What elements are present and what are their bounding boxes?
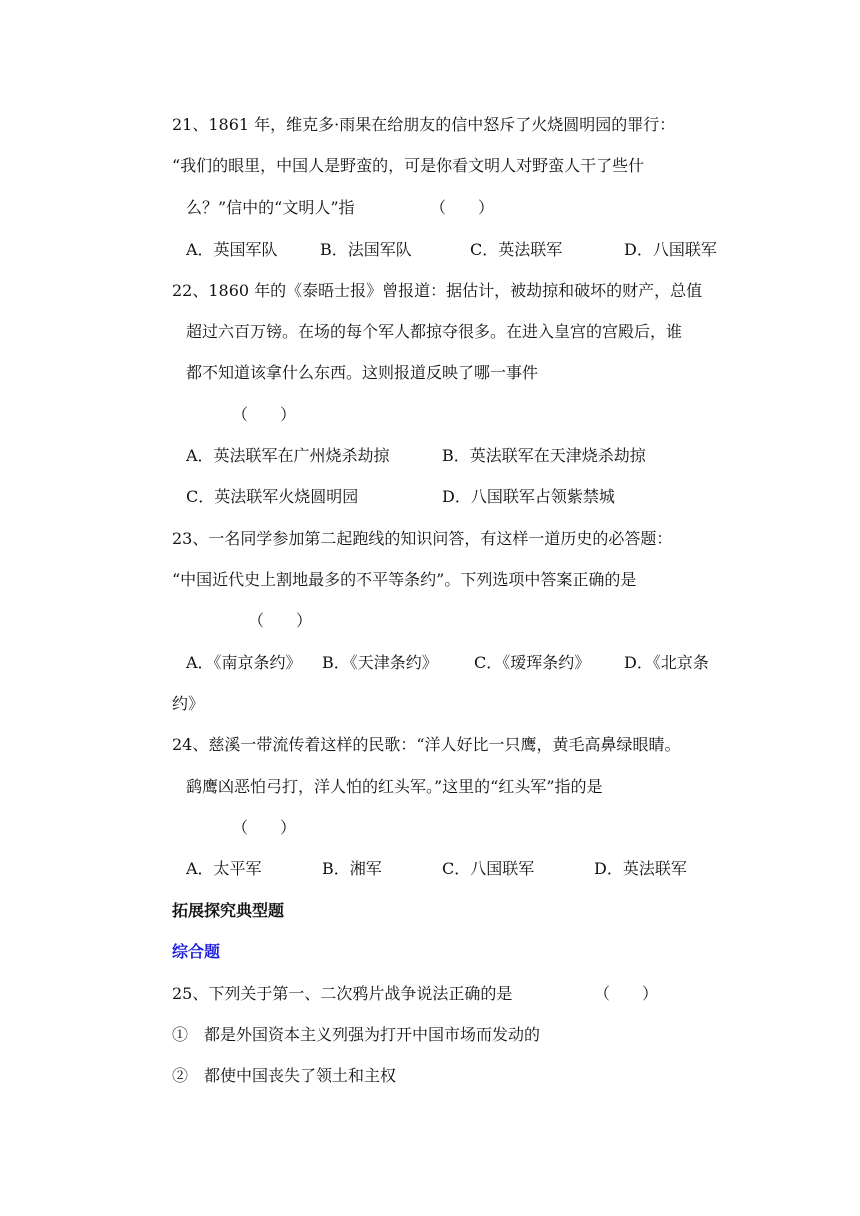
q24-line-1: 24、慈溪一带流传着这样的民歌：“洋人好比一只鹰，黄毛高鼻绿眼睛。 [172, 735, 681, 754]
q22-option-b: B．英法联军在天津烧杀劫掠 [442, 446, 646, 465]
q23-option-c: C．《瑷珲条约》 [474, 653, 591, 672]
q23-option-d: D．《北京条 [624, 653, 709, 672]
q23-answer-paren: （ ） [248, 611, 313, 630]
q24-option-c: C．八国联军 [442, 859, 535, 878]
q22-option-a: A．英法联军在广州烧杀劫掠 [186, 446, 390, 465]
q21-option-d: D．八国联军 [624, 240, 717, 259]
q21-line-1: 21、1861 年，维克多·雨果在给朋友的信中怒斥了火烧圆明园的罪行： [172, 115, 676, 134]
q22-line-3: 都不知道该拿什么东西。这则报道反映了哪一事件 [186, 363, 539, 382]
q22-option-d: D．八国联军占领紫禁城 [442, 487, 615, 506]
q22-answer-paren: （ ） [232, 405, 297, 424]
q23-line-2: “中国近代史上割地最多的不平等条约”。下列选项中答案正确的是 [172, 570, 637, 589]
q24-line-2: 鹞鹰凶恶怕弓打，洋人怕的红头军。”这里的“红头军”指的是 [186, 777, 603, 796]
section-title: 拓展探究典型题 [172, 901, 285, 920]
q23-option-b: B．《天津条约》 [322, 653, 438, 672]
q25-line-1: 25、下列关于第一、二次鸦片战争说法正确的是 [172, 984, 513, 1003]
q21-answer-paren: （ ） [430, 198, 495, 217]
q24-answer-paren: （ ） [232, 818, 297, 837]
q22-line-2: 超过六百万镑。在场的每个军人都掠夺很多。在进入皇宫的宫殿后，谁 [186, 322, 683, 341]
q23-option-d-wrap: 约》 [172, 694, 205, 713]
q21-option-a: A．英国军队 [186, 240, 278, 259]
q24-option-d: D．英法联军 [594, 859, 687, 878]
sub-title: 综合题 [172, 942, 221, 961]
q24-option-a: A．太平军 [186, 859, 262, 878]
q22-line-1: 22、1860 年的《泰晤士报》曾报道：据估计，被劫掠和破坏的财产，总值 [172, 281, 703, 300]
q21-option-c: C．英法联军 [470, 240, 563, 259]
q21-option-b: B．法国军队 [320, 240, 412, 259]
q23-option-a: A．《南京条约》 [186, 653, 302, 672]
q22-option-c: C．英法联军火烧圆明园 [186, 487, 359, 506]
q25-answer-paren: （ ） [594, 984, 659, 1003]
q24-option-b: B．湘军 [322, 859, 382, 878]
q25-item-1: ① 都是外国资本主义列强为打开中国市场而发动的 [172, 1025, 541, 1044]
q23-line-1: 23、一名同学参加第二起跑线的知识问答，有这样一道历史的必答题： [172, 529, 673, 548]
q25-item-2: ② 都使中国丧失了领土和主权 [172, 1066, 397, 1085]
q21-line-2: “我们的眼里，中国人是野蛮的，可是你看文明人对野蛮人干了些什 [172, 156, 645, 175]
q21-line-3: 么？”信中的“文明人”指 [186, 198, 355, 217]
